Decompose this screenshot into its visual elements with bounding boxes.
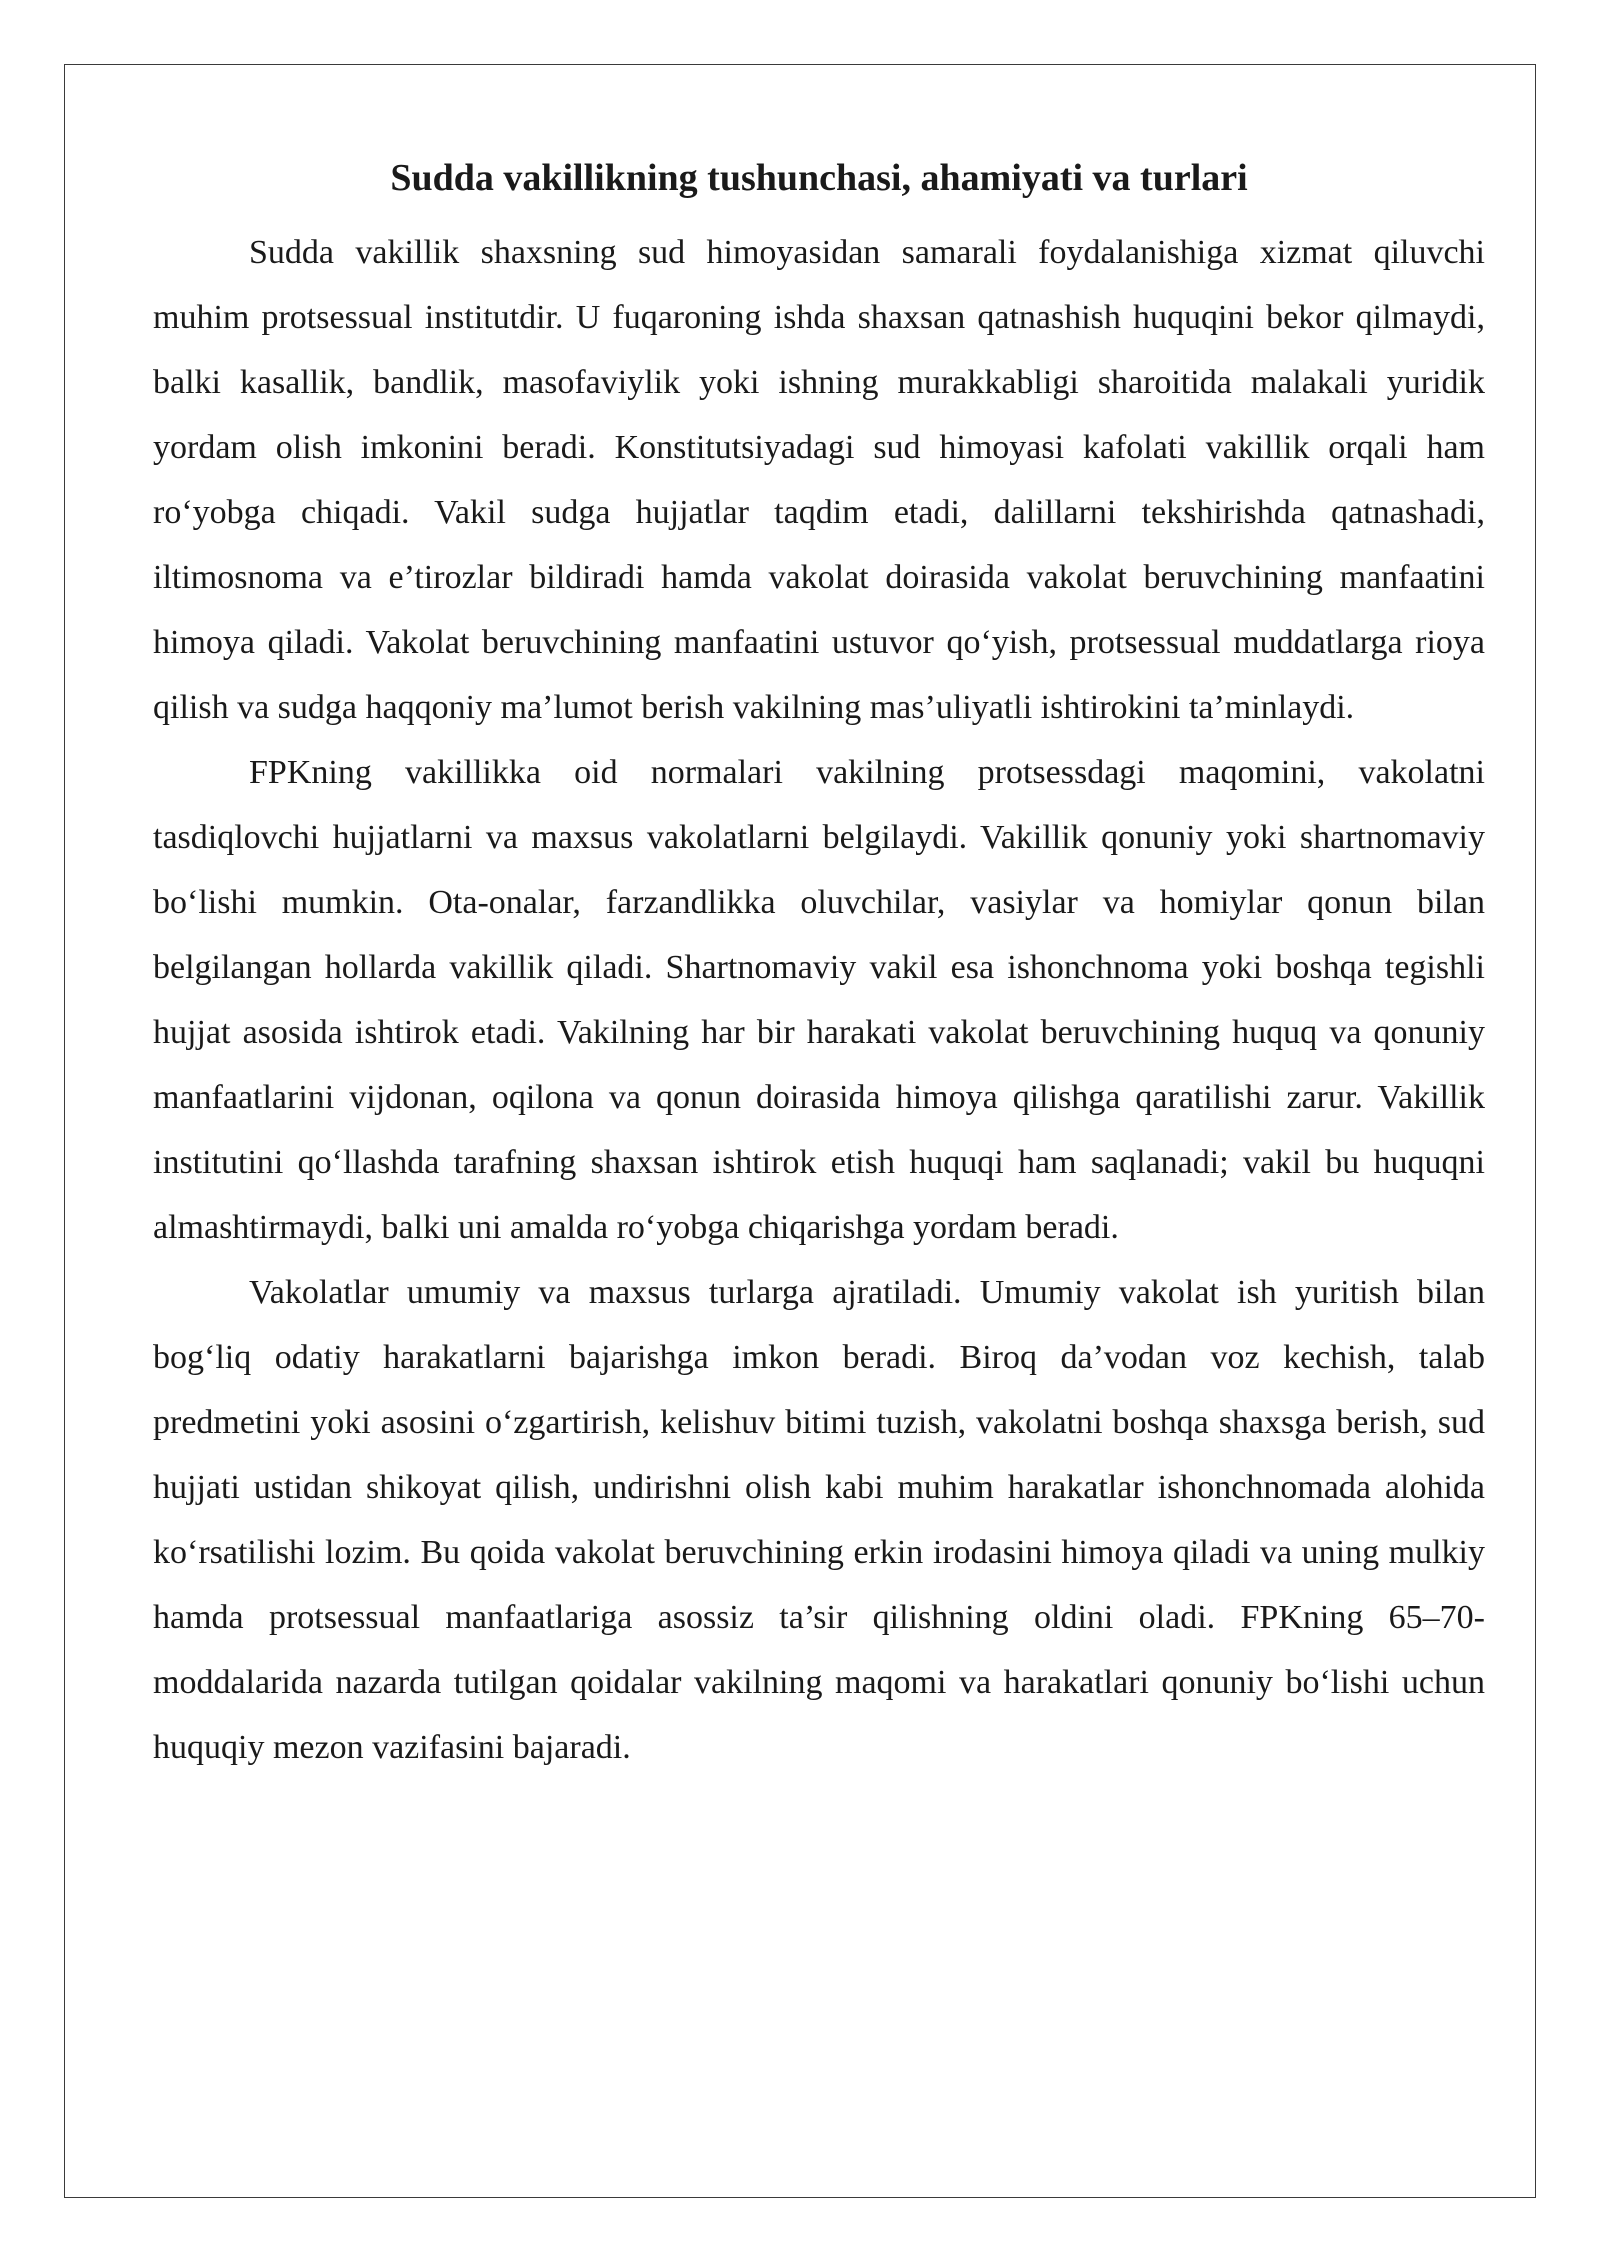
document-title: Sudda vakillikning tushunchasi, ahamiyati va turlari <box>390 157 1248 199</box>
paragraph-3: Vakolatlar umumiy va maxsus turlarga ajratiladi. Umumiy vakolat ish yuritish bilan bog‘liq odatiy harakatlarni bajarishga imkon beradi. Biroq da’vodan voz kechish, talab predmetini yoki asosini o‘zgartirish, kelishuv bitimi tuzish, vakolatni boshqa shaxsga berish, sud hujjati ustidan shikoyat qilish, undirishni olish kabi muhim harakatlar ishonchnomada alohida ko‘rsatilishi lozim. Bu qoida vakolat beruvchining erkin irodasini himoya qiladi va uning mulkiy hamda protsessual manfaatlariga asossiz ta’sir qilishning oldini oladi. FPKning 65–70-moddalarida nazarda tutilgan qoidalar vakilning maqomi va harakatlari qonuniy bo‘lishi uchun huquqiy mezon vazifasini bajaradi. <box>153 1274 1485 1766</box>
document-body <box>153 150 1485 1780</box>
paragraph-1: Sudda vakillik shaxsning sud himoyasidan samarali foydalanishiga xizmat qiluvchi muhim protsessual institutdir. U fuqaroning ishda shaxsan qatnashish huquqini bekor qilmaydi, balki kasallik, bandlik, masofaviylik yoki ishning murakkabligi sharoitida malakali yuridik yordam olish imkonini beradi. Konstitutsiyadagi sud himoyasi kafolati vakillik orqali ham ro‘yobga chiqadi. Vakil sudga hujjatlar taqdim etadi, dalillarni tekshirishda qatnashadi, iltimosnoma va e’tirozlar bildiradi hamda vakolat doirasida vakolat beruvchining manfaatini himoya qiladi. Vakolat beruvchining manfaatini ustuvor qo‘yish, protsessual muddatlarga rioya qilish va sudga haqqoniy ma’lumot berish vakilning mas’uliyatli ishtirokini ta’minlaydi. <box>153 234 1485 726</box>
paragraph-2: FPKning vakillikka oid normalari vakilning protsessdagi maqomini, vakolatni tasdiqlovchi hujjatlarni va maxsus vakolatlarni belgilaydi. Vakillik qonuniy yoki shartnomaviy bo‘lishi mumkin. Ota-onalar, farzandlikka oluvchilar, vasiylar va homiylar qonun bilan belgilangan hollarda vakillik qiladi. Shartnomaviy vakil esa ishonchnoma yoki boshqa tegishli hujjat asosida ishtirok etadi. Vakilning har bir harakati vakolat beruvchining huquq va qonuniy manfaatlarini vijdonan, oqilona va qonun doirasida himoya qilishga qaratilishi zarur. Vakillik institutini qo‘llashda tarafning shaxsan ishtirok etish huquqi ham saqlanadi; vakil bu huquqni almashtirmaydi, balki uni amalda ro‘yobga chiqarishga yordam beradi. <box>153 754 1485 1246</box>
